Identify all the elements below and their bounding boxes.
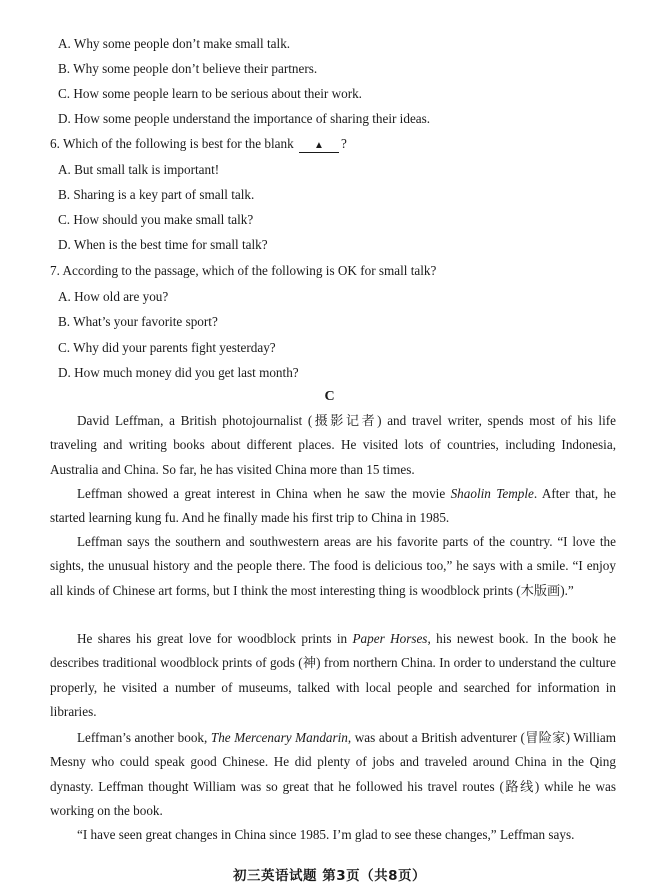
q5-option-d: D. How some people understand the importance of sharing their ideas. bbox=[58, 111, 431, 126]
q6-option-b: B. Sharing is a key part of small talk. bbox=[58, 187, 255, 202]
q5-option-b: B. Why some people don’t believe their partners. bbox=[58, 61, 318, 76]
q6-option-a: A. But small talk is important! bbox=[58, 162, 220, 177]
q5-option-a: A. Why some people don’t make small talk. bbox=[58, 36, 291, 51]
q6-option-c: C. How should you make small talk? bbox=[58, 212, 254, 227]
q7-option-a: A. How old are you? bbox=[58, 289, 169, 304]
p5-text-start: Leffman’s another book, bbox=[77, 730, 211, 745]
answer-blank bbox=[299, 140, 339, 153]
page-footer: 初三英语试题 第3页（共8页） bbox=[233, 868, 426, 884]
q7-stem: 7. According to the passage, which of the following is OK for small talk? bbox=[50, 263, 437, 278]
passage-paragraph-1: David Leffman, a British photojournalist (摄影记者) and travel writer, spends most of his life traveling and writing books about different places. He visited lots of countries, including Indonesia, Australia and China. So far, he has visited China more than 15 times. bbox=[50, 413, 616, 477]
q6-prefix: 6. Which of the following is best for the blank bbox=[50, 136, 294, 151]
p2-text-end: . After that, he started learning kung fu. And he finally made his first trip to China in 1985. bbox=[50, 486, 616, 526]
q6-stem bbox=[50, 135, 347, 153]
triangle-mark-icon: ▲ bbox=[314, 140, 324, 151]
p4-text-start: He shares his great love for woodblock prints in bbox=[77, 631, 353, 646]
p4-text-end: , his newest book. In the book he describes traditional woodblock prints of gods (神) from northern China. In order to understand the culture properly, he visited a number of museums, talked with local people and searched for information in libraries. bbox=[50, 631, 616, 720]
p5-text-end: , was about a British adventurer (冒险家) William Mesny who could speak good Chinese. He did plenty of jobs and traveled around China in the Qing dynasty. Leffman thought William was so great that he followed his travel routes (路线) while he was working on the book. bbox=[50, 730, 616, 819]
q7-option-d: D. How much money did you get last month? bbox=[58, 365, 299, 380]
q7-option-b: B. What’s your favorite sport? bbox=[58, 314, 218, 329]
book-title-mercenary-mandarin: The Mercenary Mandarin bbox=[210, 730, 348, 745]
q7-option-c: C. Why did your parents fight yesterday? bbox=[58, 340, 276, 355]
passage-paragraph-3: Leffman says the southern and southwestern areas are his favorite parts of the country. “I love the sights, the unusual history and the people there. The food is delicious too,” he says with a smile. “I enjoy all kinds of Chinese art forms, but I think the most interesting thing is woodblock prints (木版画).” bbox=[50, 534, 616, 598]
passage-paragraph-5 bbox=[50, 726, 616, 824]
section-heading: C bbox=[324, 389, 335, 404]
book-title-paper-horses: Paper Horses bbox=[352, 631, 428, 646]
q6-option-d: D. When is the best time for small talk? bbox=[58, 237, 268, 252]
passage-paragraph-2 bbox=[50, 482, 616, 531]
q5-option-c: C. How some people learn to be serious about their work. bbox=[58, 86, 362, 101]
passage-paragraph-6: “I have seen great changes in China since 1985. I’m glad to see these changes,” Leffman says. bbox=[77, 827, 575, 842]
p2-text-start: Leffman showed a great interest in China when he saw the movie bbox=[77, 486, 451, 501]
movie-title: Shaolin Temple bbox=[450, 486, 534, 501]
q6-suffix: ? bbox=[340, 136, 347, 151]
passage-paragraph-4 bbox=[50, 627, 616, 725]
